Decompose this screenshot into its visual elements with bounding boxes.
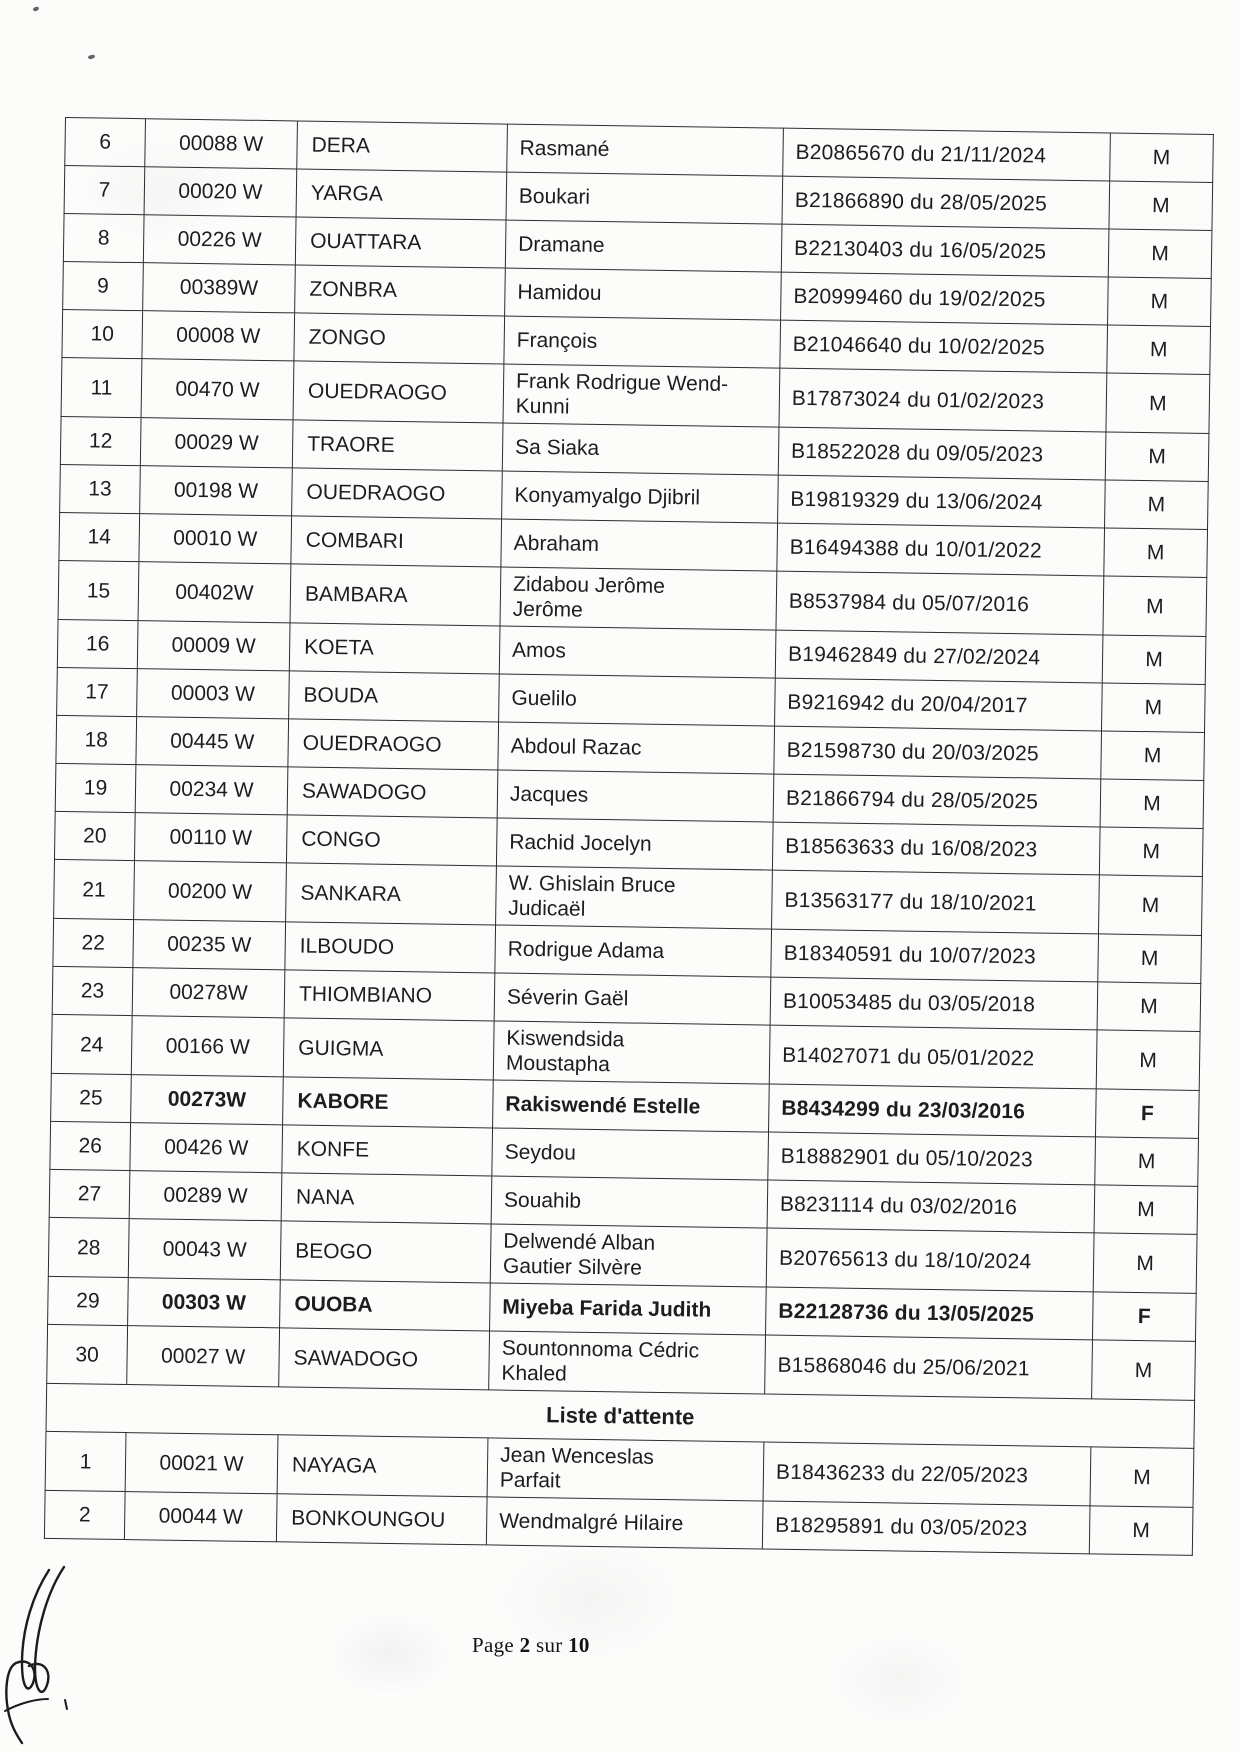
cell-surname: THIOMBIANO (284, 970, 495, 1021)
cell-id: 00234 W (135, 765, 288, 815)
cell-id: 00470 W (141, 359, 294, 420)
cell-surname: BEOGO (280, 1221, 491, 1283)
cell-given: Boukari (506, 172, 783, 224)
cell-rank: 27 (49, 1169, 130, 1218)
cell-doc: B22128736 du 13/05/2025 (766, 1287, 1094, 1340)
cell-doc: B19462849 du 27/02/2024 (775, 630, 1103, 683)
cell-given: Abraham (501, 519, 778, 571)
cell-doc: B22130403 du 16/05/2025 (781, 224, 1109, 277)
cell-rank: 30 (47, 1324, 128, 1384)
cell-doc: B8231114 du 03/02/2016 (767, 1180, 1095, 1233)
cell-sex: M (1092, 1340, 1196, 1401)
cell-sex: M (1101, 731, 1205, 781)
cell-rank: 6 (65, 118, 146, 167)
cell-id: 00273W (131, 1075, 284, 1125)
cell-doc: B21046640 du 10/02/2025 (780, 320, 1108, 373)
cell-surname: COMBARI (291, 516, 502, 567)
cell-given: Amos (499, 626, 776, 678)
cell-given: Souahib (491, 1176, 768, 1228)
cell-surname: ZONBRA (295, 265, 506, 316)
cell-id: 00027 W (127, 1326, 280, 1387)
cell-id: 00389W (143, 263, 296, 313)
cell-doc: B18522028 du 09/05/2023 (778, 427, 1106, 480)
cell-sex: M (1103, 576, 1207, 637)
cell-rank: 29 (48, 1276, 129, 1325)
footer-word-sur: sur (535, 1633, 563, 1657)
cell-given: Seydou (492, 1128, 769, 1180)
cell-doc: B18436233 du 22/05/2023 (763, 1442, 1091, 1506)
cell-doc: B20765613 du 18/10/2024 (766, 1228, 1094, 1292)
cell-surname: KONFE (282, 1125, 493, 1176)
cell-sex: M (1110, 133, 1214, 183)
cell-doc: B17873024 du 01/02/2023 (779, 368, 1107, 432)
cell-rank: 2 (44, 1490, 125, 1539)
cell-doc: B19819329 du 13/06/2024 (778, 475, 1106, 528)
cell-surname: OUEDRAOGO (288, 719, 499, 770)
cell-doc: B20999460 du 19/02/2025 (781, 272, 1109, 325)
cell-given: Zidabou Jerôme Jerôme (500, 567, 777, 630)
cell-id: 00008 W (142, 311, 295, 361)
cell-doc: B16494388 du 10/01/2022 (777, 523, 1105, 576)
cell-surname: YARGA (296, 169, 507, 220)
footer-word-page: Page (472, 1633, 515, 1657)
cell-id: 00289 W (129, 1171, 282, 1221)
cell-rank: 7 (64, 166, 145, 215)
cell-given: Guelilo (499, 674, 776, 726)
cell-doc: B13563177 du 18/10/2021 (772, 870, 1100, 934)
cell-doc: B18295891 du 03/05/2023 (762, 1501, 1090, 1554)
cell-surname: SAWADOGO (287, 767, 498, 818)
cell-surname: ILBOUDO (285, 922, 496, 973)
cell-rank: 1 (45, 1431, 126, 1491)
cell-given: Abdoul Razac (498, 722, 775, 774)
cell-doc: B15868046 du 25/06/2021 (765, 1335, 1093, 1399)
cell-sex: M (1093, 1233, 1197, 1294)
cell-given: Wendmalgré Hilaire (486, 1497, 763, 1549)
cell-given: François (504, 316, 781, 368)
cell-given: Jean Wenceslas Parfait (487, 1438, 764, 1501)
cell-surname: BAMBARA (290, 564, 501, 626)
cell-sex: M (1102, 635, 1206, 685)
cell-id: 00303 W (128, 1278, 281, 1328)
cell-doc: B8537984 du 05/07/2016 (776, 571, 1104, 635)
cell-surname: KOETA (289, 623, 500, 674)
cell-sex: M (1107, 325, 1211, 375)
cell-doc: B18340591 du 10/07/2023 (771, 929, 1099, 982)
cell-surname: SAWADOGO (279, 1328, 490, 1390)
signature-mark (2, 1565, 97, 1750)
cell-rank: 24 (51, 1014, 132, 1074)
cell-given: Miyeba Farida Judith (490, 1283, 767, 1335)
cell-id: 00235 W (133, 920, 286, 970)
cell-id: 00021 W (125, 1433, 278, 1494)
cell-id: 00278W (132, 968, 285, 1018)
cell-doc: B10053485 du 03/05/2018 (770, 977, 1098, 1030)
cell-rank: 28 (48, 1217, 129, 1277)
cell-surname: SANKARA (286, 863, 497, 925)
cell-surname: TRAORE (292, 420, 503, 471)
cell-surname: CONGO (286, 815, 497, 866)
cell-surname: OUATTARA (295, 217, 506, 268)
cell-sex: M (1106, 373, 1210, 434)
cell-sex: M (1102, 683, 1206, 733)
cell-id: 00166 W (131, 1016, 284, 1077)
cell-id: 00043 W (128, 1219, 281, 1280)
cell-rank: 20 (54, 811, 135, 860)
scanned-sheet (44, 117, 1213, 1556)
cell-given: Jacques (497, 770, 774, 822)
scan-speck (88, 54, 96, 59)
cell-doc: B8434299 du 23/03/2016 (769, 1084, 1097, 1137)
cell-rank: 18 (56, 715, 137, 764)
cell-sex: M (1098, 875, 1202, 936)
waiting-list-title: Liste d'attente (46, 1383, 1195, 1448)
cell-sex: M (1096, 1030, 1200, 1091)
cell-id: 00009 W (137, 621, 290, 671)
cell-doc: B14027071 du 05/01/2022 (769, 1025, 1097, 1089)
cell-rank: 19 (55, 763, 136, 812)
footer-total-pages: 10 (568, 1633, 590, 1657)
cell-rank: 16 (57, 619, 138, 668)
cell-sex: M (1099, 827, 1203, 877)
cell-doc: B9216942 du 20/04/2017 (775, 678, 1103, 731)
cell-doc: B21866890 du 28/05/2025 (782, 176, 1110, 229)
cell-sex: M (1100, 779, 1204, 829)
page-number-footer (472, 1633, 590, 1658)
cell-sex: M (1105, 480, 1209, 530)
cell-id: 00003 W (137, 669, 290, 719)
cell-given: W. Ghislain Bruce Judicaël (496, 866, 773, 929)
cell-id: 00110 W (134, 813, 287, 863)
cell-doc: B21598730 du 20/03/2025 (774, 726, 1102, 779)
cell-rank: 22 (53, 918, 134, 967)
cell-rank: 13 (60, 464, 141, 513)
cell-rank: 9 (63, 261, 144, 310)
cell-id: 00020 W (144, 167, 297, 217)
cell-rank: 26 (50, 1121, 131, 1170)
footer-current-page: 2 (519, 1633, 531, 1657)
cell-rank: 17 (57, 667, 138, 716)
cell-rank: 21 (54, 859, 135, 919)
cell-surname: BOUDA (289, 671, 500, 722)
cell-id: 00044 W (124, 1492, 277, 1542)
cell-sex: M (1094, 1185, 1198, 1235)
scan-speck (33, 6, 40, 11)
cell-doc: B21866794 du 28/05/2025 (773, 774, 1101, 827)
cell-surname: ZONGO (294, 313, 505, 364)
cell-sex: M (1098, 934, 1202, 984)
cell-id: 00445 W (136, 717, 289, 767)
cell-surname: OUEDRAOGO (292, 468, 503, 519)
cell-surname: OUEDRAOGO (293, 361, 504, 423)
cell-given: Sountonnoma Cédric Khaled (489, 1331, 766, 1394)
candidate-table (44, 117, 1214, 1556)
main-list-body (47, 118, 1214, 1401)
cell-id: 00226 W (143, 215, 296, 265)
cell-rank: 10 (62, 309, 143, 358)
cell-sex: F (1095, 1089, 1199, 1139)
cell-id: 00200 W (134, 861, 287, 922)
cell-rank: 11 (61, 357, 142, 417)
cell-rank: 15 (58, 560, 139, 620)
cell-id: 00010 W (139, 514, 292, 564)
cell-sex: F (1092, 1292, 1196, 1342)
cell-rank: 14 (59, 512, 140, 561)
cell-sex: M (1109, 181, 1213, 231)
cell-sex: M (1089, 1506, 1193, 1556)
cell-sex: M (1105, 432, 1209, 482)
cell-id: 00402W (138, 562, 291, 623)
cell-sex: M (1095, 1137, 1199, 1187)
cell-id: 00198 W (140, 466, 293, 516)
cell-given: Dramane (505, 220, 782, 272)
cell-surname: NANA (281, 1173, 492, 1224)
cell-id: 00088 W (145, 119, 298, 169)
cell-surname: KABORE (283, 1077, 494, 1128)
cell-given: Kiswendsida Moustapha (493, 1021, 770, 1084)
waiting-list-body (44, 1431, 1193, 1555)
cell-given: Rodrigue Adama (495, 925, 772, 977)
cell-given: Rasmané (507, 124, 784, 176)
cell-rank: 12 (60, 416, 141, 465)
cell-given: Rachid Jocelyn (496, 818, 773, 870)
cell-id: 00426 W (130, 1123, 283, 1173)
cell-surname: NAYAGA (277, 1435, 488, 1497)
cell-sex: M (1108, 277, 1212, 327)
cell-doc: B20865670 du 21/11/2024 (783, 128, 1111, 181)
cell-rank: 25 (51, 1073, 132, 1122)
cell-given: Frank Rodrigue Wend- Kunni (503, 364, 780, 427)
cell-sex: M (1104, 528, 1208, 578)
cell-sex: M (1090, 1447, 1194, 1508)
cell-surname: GUIGMA (283, 1018, 494, 1080)
cell-rank: 8 (63, 213, 144, 262)
cell-id: 00029 W (140, 418, 293, 468)
cell-given: Hamidou (505, 268, 782, 320)
cell-given: Konyamyalgo Djibril (502, 471, 779, 523)
cell-surname: BONKOUNGOU (276, 1494, 487, 1545)
cell-doc: B18882901 du 05/10/2023 (768, 1132, 1096, 1185)
cell-given: Sa Siaka (502, 423, 779, 475)
cell-surname: OUOBA (280, 1280, 491, 1331)
cell-rank: 23 (52, 966, 133, 1015)
cell-given: Séverin Gaël (494, 973, 771, 1025)
cell-sex: M (1108, 229, 1212, 279)
cell-surname: DERA (297, 121, 508, 172)
cell-given: Rakiswendé Estelle (493, 1080, 770, 1132)
cell-given: Delwendé Alban Gautier Silvère (490, 1224, 767, 1287)
cell-sex: M (1097, 982, 1201, 1032)
cell-doc: B18563633 du 16/08/2023 (772, 822, 1100, 875)
